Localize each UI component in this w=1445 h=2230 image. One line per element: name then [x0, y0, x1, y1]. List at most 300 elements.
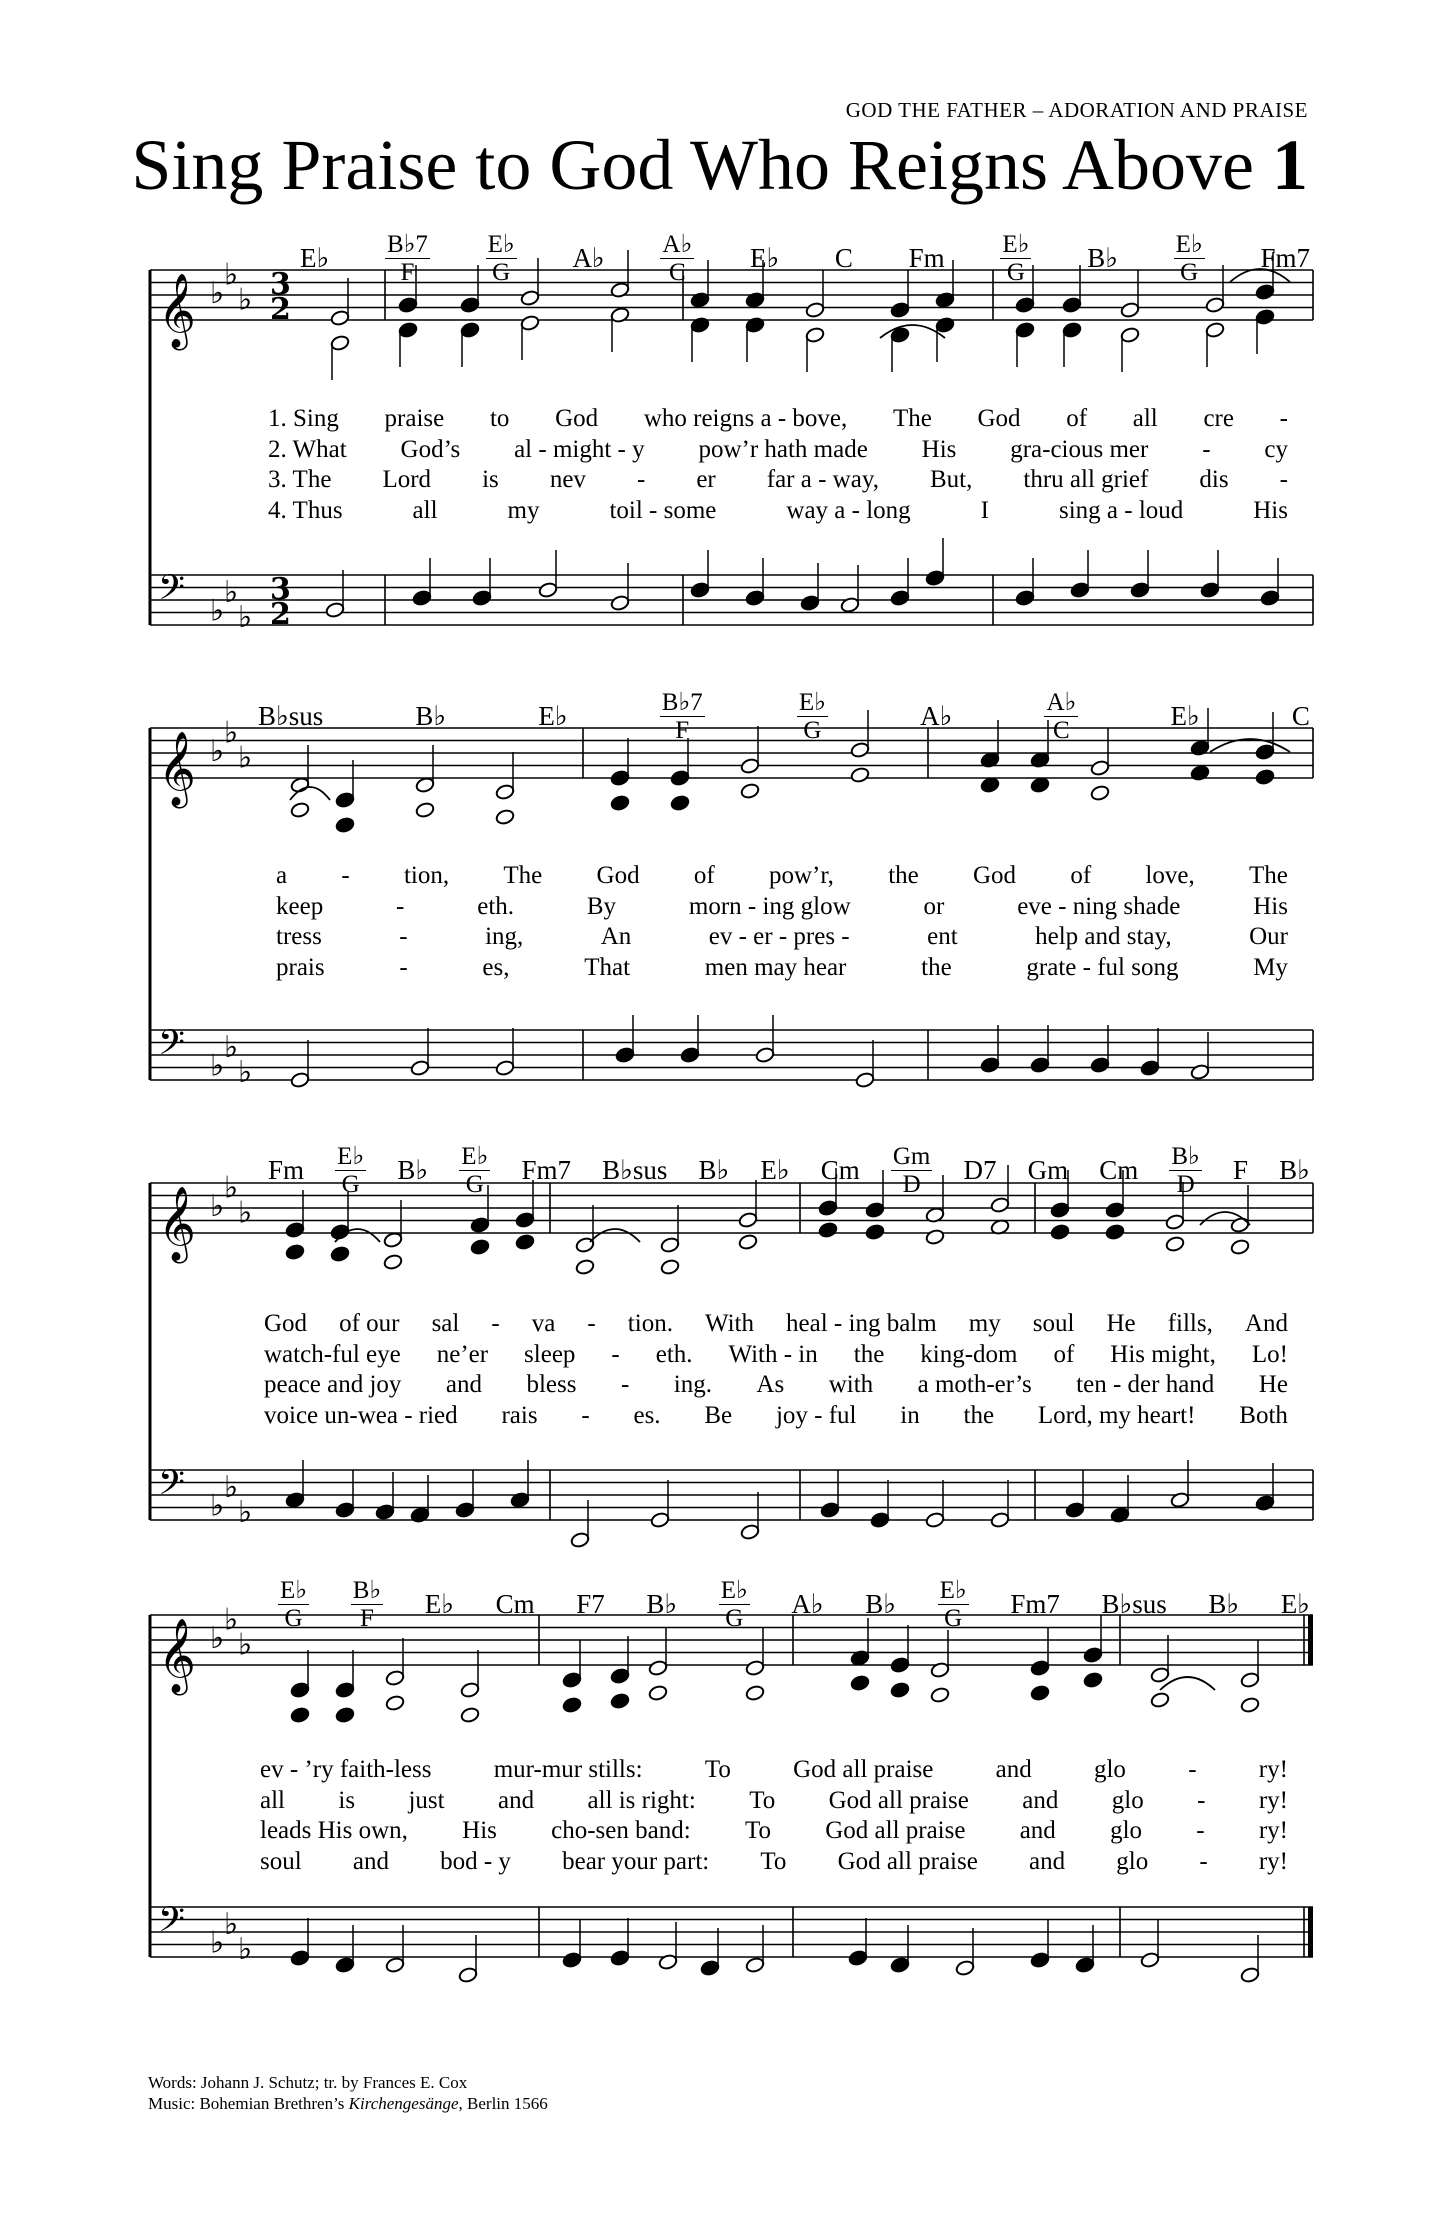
lyric-syllable: keep — [276, 892, 324, 920]
note-head — [690, 316, 710, 333]
lyric-syllable: - — [620, 1371, 630, 1398]
lyric-syllable: rais — [501, 1401, 538, 1429]
note-head — [990, 1511, 1010, 1528]
lyric-syllable: morn - ing glow — [688, 892, 851, 920]
lyric-syllable: gra-cious mer — [1010, 435, 1149, 463]
flat-icon: ♭ — [210, 1048, 225, 1084]
chord-symbol: Fm7 — [1260, 242, 1310, 273]
note-head — [925, 1228, 945, 1245]
lyric-syllable: To — [744, 1817, 771, 1844]
note-head — [890, 1656, 910, 1673]
note-head — [745, 589, 765, 606]
lyric-verse-1 — [260, 1756, 1288, 1787]
lyric-verse-4 — [276, 954, 1288, 985]
flat-icon: ♭ — [224, 1029, 239, 1065]
lyrics-system-3 — [264, 1310, 1288, 1432]
chord-numerator: E♭ — [280, 1576, 308, 1604]
note-head — [935, 316, 955, 333]
chord-symbol: E♭ — [1170, 700, 1200, 731]
note-head — [290, 801, 310, 818]
lyric-syllable: of our — [339, 1310, 400, 1337]
chord-symbol: B♭ — [698, 1154, 730, 1185]
lyric-syllable: and — [1019, 1817, 1056, 1844]
chord-symbol: B♭ — [415, 700, 447, 731]
time-signature: 3 — [270, 572, 291, 607]
chord-symbol: F — [1232, 1154, 1248, 1185]
lyric-syllable: my — [968, 1310, 1001, 1337]
flat-icon: ♭ — [238, 1054, 253, 1090]
note-head — [285, 1491, 305, 1508]
bass-clef-icon: 𝄢 — [158, 1022, 186, 1071]
lyric-syllable: is — [482, 466, 499, 493]
lyric-verse-1 — [276, 862, 1288, 893]
chord-denominator: G — [1180, 258, 1199, 286]
chord-symbol: B♭sus — [1101, 1588, 1167, 1619]
lyric-syllable: bear your part: — [562, 1847, 710, 1875]
lyric-syllable: and — [497, 1786, 535, 1814]
time-signature: 2 — [270, 597, 291, 632]
note-head — [1230, 1238, 1250, 1255]
lyric-syllable: God — [555, 405, 599, 432]
flat-icon: ♭ — [238, 740, 253, 776]
note-head — [1200, 581, 1220, 598]
note-head — [375, 1503, 395, 1520]
slur — [880, 325, 945, 338]
note-head — [610, 594, 630, 611]
lyric-syllable: the — [888, 862, 919, 889]
chord-symbol: Cm — [495, 1588, 535, 1619]
slur — [590, 1229, 640, 1242]
lyric-syllable: a — [276, 862, 288, 889]
note-head — [495, 1059, 515, 1076]
lyric-verse-2 — [264, 1341, 1288, 1372]
lyric-syllable: An — [600, 923, 632, 950]
chord-denominator: G — [944, 1604, 963, 1632]
lyric-verse-2 — [268, 436, 1288, 467]
lyric-syllable: er — [696, 466, 716, 493]
lyric-syllable: ry! — [1258, 1786, 1288, 1814]
credits — [148, 2072, 548, 2114]
lyric-syllable: 1. Sing — [268, 405, 339, 432]
chord-symbol: B♭ — [1279, 1154, 1310, 1185]
chord-symbol: A♭ — [920, 700, 953, 731]
chord-symbol: Fm7 — [1010, 1588, 1060, 1619]
lyric-syllable: glo — [1110, 1817, 1143, 1844]
flat-icon: ♭ — [224, 715, 239, 751]
note-head — [1120, 326, 1140, 343]
chord-numerator: Gm — [892, 1142, 931, 1170]
note-head — [930, 1686, 950, 1703]
lyric-syllable: ent — [927, 923, 958, 950]
note-head — [930, 1661, 950, 1678]
lyric-syllable: eve - ning shade — [1017, 892, 1181, 920]
lyric-syllable: voice un-wea - ried — [264, 1401, 458, 1429]
chord-symbol: Fm — [908, 242, 945, 273]
lyric-syllable: Be — [704, 1401, 733, 1429]
note-head — [955, 1959, 975, 1976]
chord-symbol: D7 — [963, 1154, 997, 1185]
note-head — [383, 1231, 403, 1248]
note-head — [510, 1491, 530, 1508]
lyric-syllable: glo — [1093, 1756, 1126, 1783]
lyric-verse-3 — [268, 466, 1288, 497]
bass-clef-icon: 𝄢 — [158, 1462, 186, 1511]
chord-numerator: E♭ — [798, 688, 826, 716]
lyric-syllable: ry! — [1258, 1756, 1288, 1783]
lyric-syllable: God — [973, 862, 1017, 889]
lyric-syllable: cy — [1264, 435, 1288, 463]
music-credit-title: Kirchengesänge, — [348, 2094, 463, 2113]
note-head — [670, 769, 690, 786]
note-head — [680, 1046, 700, 1063]
lyric-syllable: to — [489, 405, 510, 432]
lyric-syllable: pow’r, — [768, 862, 834, 889]
chord-numerator: E♭ — [487, 230, 515, 258]
chord-symbol — [459, 1143, 490, 1198]
note-head — [1110, 1506, 1130, 1523]
note-head — [745, 1659, 765, 1676]
chord-symbol: B♭ — [1208, 1588, 1240, 1619]
lyric-syllable: or — [923, 892, 945, 920]
note-head — [562, 1951, 582, 1968]
chord-symbol — [351, 1577, 383, 1632]
lyric-syllable: all — [260, 1786, 285, 1814]
note-head — [1015, 589, 1035, 606]
time-signature: 2 — [270, 292, 291, 327]
flat-icon: ♭ — [224, 1170, 239, 1206]
lyric-syllable: sal — [431, 1310, 460, 1337]
lyric-syllable: The — [503, 862, 543, 889]
note-head — [1050, 1201, 1070, 1218]
lyric-verse-4 — [264, 1402, 1288, 1433]
lyric-syllable: Both — [1239, 1401, 1288, 1429]
note-head — [1255, 743, 1275, 760]
note-head — [1140, 1951, 1160, 1968]
note-head — [290, 1949, 310, 1966]
chord-row-1 — [300, 228, 1310, 288]
words-credit: Words: Johann J. Schutz; tr. by Frances E. Cox — [148, 2073, 468, 2092]
lyric-syllable: mur-mur stills: — [493, 1756, 643, 1783]
chord-symbol — [660, 231, 694, 286]
chord-row-4 — [278, 1574, 1310, 1634]
chord-symbol — [385, 231, 430, 286]
chord-symbol: C — [834, 242, 853, 273]
lyric-syllable: - — [1197, 1786, 1206, 1814]
lyric-syllable: - — [399, 923, 408, 950]
note-head — [1150, 1666, 1170, 1683]
lyric-syllable: - — [341, 862, 350, 889]
lyrics-system-1 — [268, 405, 1288, 527]
flat-icon: ♭ — [210, 1621, 225, 1656]
lyric-syllable: va — [531, 1310, 556, 1337]
treble-clef-icon: 𝄞 — [158, 1187, 196, 1261]
note-head — [1015, 296, 1035, 313]
note-head — [325, 601, 345, 618]
chord-symbol — [891, 1143, 933, 1198]
note-head — [385, 1694, 405, 1711]
flat-icon: ♭ — [238, 282, 253, 318]
chord-symbol — [1000, 231, 1031, 286]
note-head — [520, 314, 540, 331]
lyric-syllable: His might, — [1110, 1340, 1216, 1368]
note-head — [1090, 1056, 1110, 1073]
treble-clef-icon: 𝄞 — [158, 732, 196, 806]
chord-numerator: B♭ — [1171, 1142, 1200, 1170]
note-head — [1260, 589, 1280, 606]
chord-denominator: C — [1053, 716, 1070, 744]
lyric-syllable: thru all grief — [1023, 466, 1149, 493]
lyric-syllable: - — [587, 1310, 596, 1337]
chord-denominator: G — [341, 1170, 360, 1198]
lyric-syllable: love, — [1145, 862, 1195, 889]
lyric-syllable: pow’r hath made — [698, 435, 868, 463]
lyric-syllable: God all praise — [837, 1847, 978, 1875]
note-head — [865, 1201, 885, 1218]
lyric-syllable: God — [977, 405, 1021, 432]
lyric-syllable: 3. The — [268, 466, 332, 493]
note-head — [330, 1245, 350, 1262]
note-head — [385, 1956, 405, 1973]
lyric-verse-4 — [268, 497, 1288, 528]
note-head — [1165, 1235, 1185, 1252]
note-head — [820, 1501, 840, 1518]
lyric-syllable: To — [704, 1756, 731, 1783]
lyric-syllable: bless — [526, 1371, 577, 1398]
lyric-syllable: all is right: — [587, 1786, 696, 1814]
lyric-syllable: ry! — [1258, 1817, 1288, 1844]
lyric-syllable: I — [980, 496, 989, 524]
flat-icon: ♭ — [238, 1195, 253, 1231]
note-head — [515, 1211, 535, 1228]
lyric-syllable: To — [749, 1786, 776, 1814]
note-head — [1050, 1223, 1070, 1240]
music-credit — [148, 2093, 548, 2114]
chord-symbol: B♭ — [1087, 242, 1118, 273]
note-head — [290, 1706, 310, 1723]
lyric-syllable: help and stay, — [1035, 923, 1172, 950]
note-head — [1120, 301, 1140, 318]
note-head — [865, 1223, 885, 1240]
note-head — [460, 1681, 480, 1698]
chord-symbol — [1169, 1143, 1201, 1198]
note-head — [1090, 784, 1110, 801]
lyric-syllable: Lord, my heart! — [1037, 1401, 1196, 1429]
lyric-syllable: joy - ful — [775, 1401, 857, 1429]
lyric-syllable: - — [396, 892, 405, 920]
note-head — [610, 1949, 630, 1966]
lyric-syllable: heal - ing balm — [786, 1310, 937, 1337]
hymn-number: 1 — [1272, 125, 1308, 205]
chord-symbol: F7 — [576, 1588, 605, 1619]
lyric-syllable: and — [1022, 1786, 1059, 1814]
note-head — [1240, 1966, 1260, 1983]
lyric-syllable: - — [636, 466, 646, 493]
chord-row-3 — [268, 1140, 1310, 1200]
music-credit-prefix: Music: Bohemian Brethren’s — [148, 2094, 349, 2113]
lyric-syllable: ry! — [1258, 1847, 1288, 1875]
note-head — [520, 289, 540, 306]
note-head — [740, 782, 760, 799]
flat-icon: ♭ — [224, 257, 239, 293]
lyric-syllable: By — [586, 892, 617, 920]
lyric-syllable: His — [1253, 496, 1288, 524]
flat-icon: ♭ — [238, 1494, 253, 1530]
note-head — [805, 301, 825, 318]
note-head — [1190, 764, 1210, 781]
lyric-verse-2 — [260, 1787, 1288, 1818]
note-head — [458, 1966, 478, 1983]
chord-symbol — [278, 1577, 309, 1632]
lyric-syllable: sleep — [524, 1340, 576, 1368]
chord-numerator: B♭ — [352, 1576, 382, 1604]
chord-denominator: G — [725, 1604, 744, 1632]
chord-symbol: B♭sus — [602, 1154, 668, 1185]
note-head — [470, 1238, 490, 1255]
chord-denominator: F — [359, 1604, 374, 1632]
flat-icon: ♭ — [210, 593, 225, 629]
flat-icon: ♭ — [238, 1931, 253, 1967]
lyric-syllable: and — [445, 1371, 483, 1398]
lyric-syllable: tion. — [627, 1310, 673, 1337]
chord-denominator: G — [1006, 258, 1025, 286]
note-head — [412, 589, 432, 606]
lyric-syllable: es. — [633, 1401, 661, 1429]
lyric-syllable: all — [1132, 405, 1158, 432]
note-head — [398, 321, 418, 338]
chord-numerator: E♭ — [1002, 230, 1030, 258]
note-head — [1062, 296, 1082, 313]
note-head — [700, 1959, 720, 1976]
chord-symbol — [486, 231, 517, 286]
chord-symbol: Fm — [268, 1154, 305, 1185]
flat-icon: ♭ — [224, 1469, 239, 1505]
chord-symbol: E♭ — [300, 242, 330, 273]
chord-denominator: F — [400, 258, 415, 286]
flat-icon: ♭ — [238, 599, 253, 635]
note-head — [745, 316, 765, 333]
lyric-syllable: glo — [1111, 1786, 1144, 1814]
note-head — [495, 808, 515, 825]
chord-symbol: B♭ — [397, 1154, 429, 1185]
note-head — [755, 1046, 775, 1063]
chord-denominator: D — [1176, 1170, 1195, 1198]
lyric-syllable: eth. — [477, 892, 515, 920]
note-head — [890, 1681, 910, 1698]
note-head — [1255, 768, 1275, 785]
chord-denominator: G — [465, 1170, 484, 1198]
flat-icon: ♭ — [210, 1189, 225, 1224]
lyric-syllable: - — [399, 953, 408, 981]
lyric-syllable: a moth-er’s — [917, 1371, 1032, 1398]
lyric-syllable: peace and joy — [264, 1371, 402, 1398]
flat-icon: ♭ — [224, 1906, 239, 1942]
lyric-syllable: praise — [384, 405, 445, 432]
chord-symbol: E♭ — [760, 1154, 790, 1185]
note-head — [1070, 581, 1090, 598]
note-head — [850, 766, 870, 783]
lyric-syllable: But, — [930, 466, 973, 493]
note-head — [745, 291, 765, 308]
chord-symbol: B♭ — [646, 1588, 678, 1619]
lyric-syllable: With - in — [728, 1340, 818, 1368]
note-head — [495, 783, 515, 800]
note-head — [515, 1233, 535, 1250]
note-head — [1140, 1059, 1160, 1076]
lyric-syllable: es, — [482, 953, 510, 981]
note-head — [1065, 1501, 1085, 1518]
note-head — [1150, 1691, 1170, 1708]
lyric-syllable: - — [491, 1310, 500, 1337]
note-head — [738, 1211, 758, 1228]
section-label: GOD THE FATHER – ADORATION AND PRAISE — [845, 98, 1308, 122]
chord-symbol — [719, 1577, 750, 1632]
note-head — [472, 589, 492, 606]
lyric-syllable: God all praise — [828, 1786, 969, 1814]
note-head — [335, 1501, 355, 1518]
note-head — [840, 596, 860, 613]
note-head — [335, 1706, 355, 1723]
note-head — [1105, 1223, 1125, 1240]
lyric-syllable: - — [611, 1340, 620, 1368]
note-head — [660, 1236, 680, 1253]
chord-symbol: E♭ — [424, 1588, 454, 1619]
lyric-syllable: ing. — [673, 1371, 712, 1398]
lyric-verse-1 — [264, 1310, 1288, 1341]
note-head — [1083, 1671, 1103, 1688]
lyric-syllable: the — [921, 953, 952, 981]
note-head — [1030, 1056, 1050, 1073]
note-head — [848, 1949, 868, 1966]
lyric-syllable: - — [1279, 466, 1288, 493]
chord-symbol: A♭ — [791, 1588, 824, 1619]
lyric-syllable: soul — [1032, 1310, 1075, 1337]
lyric-syllable: My — [1253, 953, 1288, 981]
note-head — [330, 309, 350, 326]
note-head — [800, 594, 820, 611]
note-head — [415, 776, 435, 793]
lyric-syllable: is — [338, 1786, 356, 1814]
lyric-syllable: God all praise — [825, 1817, 966, 1844]
note-head — [850, 1674, 870, 1691]
lyric-syllable: with — [828, 1371, 874, 1398]
chord-numerator: B♭7 — [661, 688, 703, 716]
flat-icon: ♭ — [210, 1925, 225, 1961]
note-head — [870, 1511, 890, 1528]
chord-symbol: B♭sus — [258, 700, 324, 731]
lyric-syllable: - — [1188, 1756, 1197, 1783]
chord-numerator: B♭7 — [386, 230, 428, 258]
lyric-syllable: the — [853, 1340, 885, 1368]
note-head — [610, 1667, 630, 1684]
note-head — [335, 1681, 355, 1698]
lyric-syllable: ing, — [485, 923, 524, 950]
note-head — [648, 1684, 668, 1701]
lyric-syllable: of — [1070, 862, 1092, 889]
flat-icon: ♭ — [224, 1602, 239, 1638]
lyric-syllable: That — [584, 953, 631, 981]
lyric-syllable: of — [693, 862, 715, 889]
note-head — [980, 776, 1000, 793]
note-head — [410, 1506, 430, 1523]
note-head — [290, 1681, 310, 1698]
lyric-syllable: far a - way, — [766, 466, 879, 493]
flat-icon: ♭ — [210, 1488, 225, 1524]
lyric-syllable: sing a - loud — [1058, 496, 1184, 524]
lyric-syllable: bod - y — [440, 1847, 511, 1875]
note-head — [285, 1243, 305, 1260]
note-head — [805, 326, 825, 343]
chord-symbol: E♭ — [1280, 1588, 1310, 1619]
